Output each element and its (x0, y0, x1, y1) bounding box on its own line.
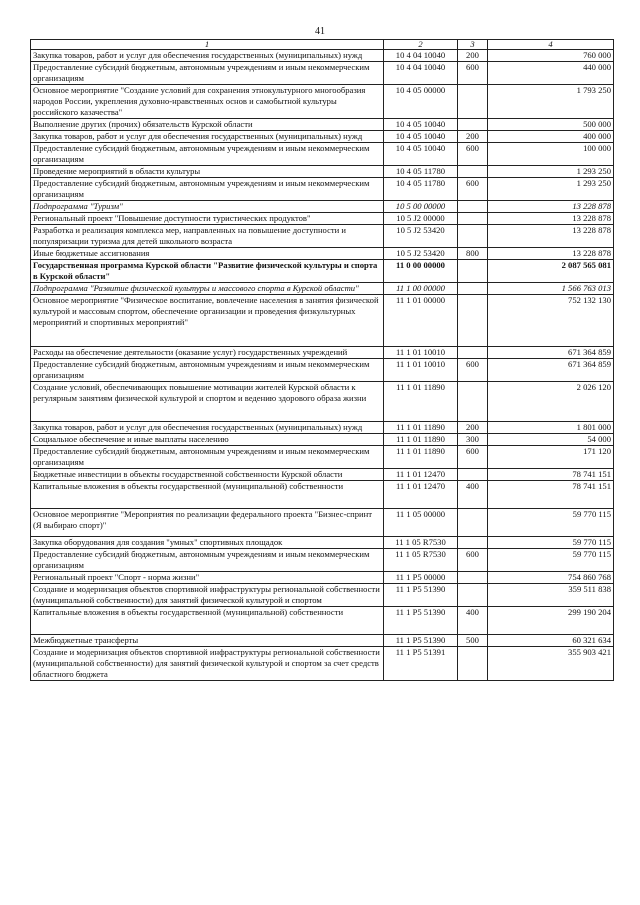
table-row (31, 647, 614, 681)
row-code: 11 1 01 11890 (384, 382, 458, 422)
row-code: 11 1 01 00000 (384, 295, 458, 347)
row-code: 10 5 J2 53420 (384, 225, 458, 248)
row-code: 11 1 01 12470 (384, 481, 458, 509)
row-code: 11 1 05 R7530 (384, 549, 458, 572)
table-row (31, 248, 614, 260)
row-name: Закупка товаров, работ и услуг для обеспечения государственных (муниципальных) нужд (31, 131, 384, 143)
row-amount: 671 364 859 (488, 347, 614, 359)
header-col-3: 3 (458, 40, 488, 50)
row-name: Основное мероприятие "Создание условий для сохранения этнокультурного многообразия народов России, укрепления духовно-нравственных основ и самобытной культуры российского казачества" (31, 85, 384, 119)
row-expense-type: 600 (458, 62, 488, 85)
row-amount: 2 087 565 081 (488, 260, 614, 283)
row-expense-type: 800 (458, 248, 488, 260)
row-code: 11 1 01 11890 (384, 446, 458, 469)
table-row (31, 225, 614, 248)
row-amount: 78 741 151 (488, 469, 614, 481)
row-amount: 78 741 151 (488, 481, 614, 509)
row-code: 11 1 01 10010 (384, 347, 458, 359)
row-code: 10 5 00 00000 (384, 201, 458, 213)
row-expense-type: 600 (458, 549, 488, 572)
row-expense-type (458, 283, 488, 295)
table-row (31, 434, 614, 446)
row-amount: 13 228 878 (488, 201, 614, 213)
row-expense-type: 600 (458, 446, 488, 469)
row-code: 11 1 P5 51390 (384, 584, 458, 607)
row-code: 11 1 01 11890 (384, 422, 458, 434)
row-code: 11 1 P5 51390 (384, 607, 458, 635)
row-name: Предоставление субсидий бюджетным, автономным учреждениям и иным некоммерческим организациям (31, 359, 384, 382)
row-name: Региональный проект "Повышение доступности туристических продуктов" (31, 213, 384, 225)
row-expense-type (458, 382, 488, 422)
row-amount: 13 228 878 (488, 225, 614, 248)
row-expense-type (458, 647, 488, 681)
table-row (31, 213, 614, 225)
row-amount: 355 903 421 (488, 647, 614, 681)
table-row (31, 607, 614, 635)
table-row (31, 143, 614, 166)
row-code: 10 4 05 10040 (384, 143, 458, 166)
row-name: Выполнение других (прочих) обязательств Курской области (31, 119, 384, 131)
row-code: 11 1 01 11890 (384, 434, 458, 446)
row-expense-type (458, 166, 488, 178)
table-row (31, 347, 614, 359)
row-expense-type (458, 584, 488, 607)
table-row (31, 50, 614, 62)
row-name: Предоставление субсидий бюджетным, автономным учреждениям и иным некоммерческим организациям (31, 143, 384, 166)
row-code: 11 1 05 00000 (384, 509, 458, 537)
row-name: Межбюджетные трансферты (31, 635, 384, 647)
row-code: 10 5 J2 53420 (384, 248, 458, 260)
row-code: 11 1 01 12470 (384, 469, 458, 481)
table-row (31, 584, 614, 607)
row-name: Региональный проект "Спорт - норма жизни" (31, 572, 384, 584)
row-amount: 440 000 (488, 62, 614, 85)
row-code: 10 4 05 10040 (384, 131, 458, 143)
row-amount: 13 228 878 (488, 213, 614, 225)
row-code: 11 1 05 R7530 (384, 537, 458, 549)
row-code: 11 1 P5 00000 (384, 572, 458, 584)
table-row (31, 509, 614, 537)
row-expense-type (458, 537, 488, 549)
row-code: 10 5 J2 00000 (384, 213, 458, 225)
row-expense-type (458, 85, 488, 119)
table-row (31, 85, 614, 119)
row-expense-type (458, 295, 488, 347)
row-code: 11 1 01 10010 (384, 359, 458, 382)
row-amount: 1 293 250 (488, 166, 614, 178)
row-amount: 299 190 204 (488, 607, 614, 635)
row-amount: 2 026 120 (488, 382, 614, 422)
row-expense-type (458, 572, 488, 584)
row-amount: 1 566 763 013 (488, 283, 614, 295)
table-row (31, 382, 614, 422)
row-amount: 760 000 (488, 50, 614, 62)
row-expense-type (458, 509, 488, 537)
table-row (31, 295, 614, 347)
row-amount: 500 000 (488, 119, 614, 131)
row-expense-type (458, 213, 488, 225)
table-row (31, 119, 614, 131)
row-name: Закупка оборудования для создания "умных" спортивных площадок (31, 537, 384, 549)
row-expense-type (458, 347, 488, 359)
row-expense-type (458, 469, 488, 481)
table-row (31, 537, 614, 549)
row-code: 10 4 04 10040 (384, 50, 458, 62)
table-row (31, 572, 614, 584)
row-name: Закупка товаров, работ и услуг для обеспечения государственных (муниципальных) нужд (31, 50, 384, 62)
header-col-1: 1 (31, 40, 384, 50)
row-name: Государственная программа Курской области "Развитие физической культуры и спорта в Курской области" (31, 260, 384, 283)
table-row (31, 178, 614, 201)
row-expense-type: 200 (458, 131, 488, 143)
row-expense-type: 400 (458, 481, 488, 509)
row-name: Предоставление субсидий бюджетным, автономным учреждениям и иным некоммерческим организациям (31, 178, 384, 201)
row-expense-type (458, 119, 488, 131)
row-expense-type: 600 (458, 143, 488, 166)
row-expense-type (458, 260, 488, 283)
row-name: Социальное обеспечение и иные выплаты населению (31, 434, 384, 446)
row-code: 11 1 00 00000 (384, 283, 458, 295)
row-name: Проведение мероприятий в области культуры (31, 166, 384, 178)
row-code: 10 4 05 10040 (384, 119, 458, 131)
row-name: Основное мероприятие "Мероприятия по реализации федерального проекта "Бизнес-спринт (Я выбираю спорт)" (31, 509, 384, 537)
row-name: Предоставление субсидий бюджетным, автономным учреждениям и иным некоммерческим организациям (31, 446, 384, 469)
row-expense-type (458, 225, 488, 248)
table-row (31, 260, 614, 283)
row-expense-type: 200 (458, 422, 488, 434)
row-name: Подпрограмма "Развитие физической культуры и массового спорта в Курской области" (31, 283, 384, 295)
row-amount: 60 321 634 (488, 635, 614, 647)
row-amount: 400 000 (488, 131, 614, 143)
row-name: Бюджетные инвестиции в объекты государственной собственности Курской области (31, 469, 384, 481)
row-code: 10 4 05 11780 (384, 166, 458, 178)
row-expense-type: 600 (458, 178, 488, 201)
row-amount: 171 120 (488, 446, 614, 469)
row-expense-type: 200 (458, 50, 488, 62)
header-col-4: 4 (488, 40, 614, 50)
row-amount: 671 364 859 (488, 359, 614, 382)
row-name: Создание и модернизация объектов спортивной инфраструктуры региональной собственности (муниципальной собственности) для занятий физической культурой и спортом (31, 584, 384, 607)
table-row (31, 549, 614, 572)
row-amount: 1 801 000 (488, 422, 614, 434)
row-expense-type: 300 (458, 434, 488, 446)
row-amount: 59 770 115 (488, 509, 614, 537)
row-name: Создание условий, обеспечивающих повышение мотивации жителей Курской области к регулярным занятиям физической культурой и спортом и ведению здорового образа жизни (31, 382, 384, 422)
row-name: Разработка и реализация комплекса мер, направленных на повышение доступности и популяризации туризма для детей школьного возраста (31, 225, 384, 248)
table-row (31, 446, 614, 469)
row-name: Основное мероприятие "Физическое воспитание, вовлечение населения в занятия физической культурой и массовым спортом, обеспечение организации и проведения физкультурных мероприятий и спортивных мероприятий" (31, 295, 384, 347)
row-name: Закупка товаров, работ и услуг для обеспечения государственных (муниципальных) нужд (31, 422, 384, 434)
row-expense-type: 400 (458, 607, 488, 635)
row-amount: 1 293 250 (488, 178, 614, 201)
table-row (31, 481, 614, 509)
row-amount: 754 860 768 (488, 572, 614, 584)
row-amount: 54 000 (488, 434, 614, 446)
table-row (31, 283, 614, 295)
row-amount: 59 770 115 (488, 537, 614, 549)
row-expense-type: 500 (458, 635, 488, 647)
table-row (31, 635, 614, 647)
budget-table (30, 39, 614, 681)
row-code: 10 4 05 00000 (384, 85, 458, 119)
row-amount: 100 000 (488, 143, 614, 166)
row-name: Предоставление субсидий бюджетным, автономным учреждениям и иным некоммерческим организациям (31, 62, 384, 85)
row-amount: 1 793 250 (488, 85, 614, 119)
row-name: Расходы на обеспечение деятельности (оказание услуг) государственных учреждений (31, 347, 384, 359)
row-amount: 59 770 115 (488, 549, 614, 572)
row-name: Подпрограмма "Туризм" (31, 201, 384, 213)
row-name: Создание и модернизация объектов спортивной инфраструктуры региональной собственности (муниципальной собственности) для занятий физической культурой и спортом за счет средств областного бюджета (31, 647, 384, 681)
row-code: 11 1 P5 51390 (384, 635, 458, 647)
row-amount: 359 511 838 (488, 584, 614, 607)
table-row (31, 469, 614, 481)
row-amount: 752 132 130 (488, 295, 614, 347)
row-code: 10 4 05 11780 (384, 178, 458, 201)
row-name: Капитальные вложения в объекты государственной (муниципальной) собственности (31, 481, 384, 509)
table-row (31, 166, 614, 178)
table-row (31, 359, 614, 382)
row-code: 10 4 04 10040 (384, 62, 458, 85)
row-code: 11 0 00 00000 (384, 260, 458, 283)
row-name: Иные бюджетные ассигнования (31, 248, 384, 260)
row-expense-type (458, 201, 488, 213)
table-row (31, 131, 614, 143)
row-name: Предоставление субсидий бюджетным, автономным учреждениям и иным некоммерческим организациям (31, 549, 384, 572)
row-expense-type: 600 (458, 359, 488, 382)
row-amount: 13 228 878 (488, 248, 614, 260)
table-row (31, 201, 614, 213)
header-col-2: 2 (384, 40, 458, 50)
page-number: 41 (315, 26, 325, 37)
table-row (31, 422, 614, 434)
table-header-row (31, 40, 614, 50)
table-row (31, 62, 614, 85)
table-body (31, 50, 614, 681)
row-name: Капитальные вложения в объекты государственной (муниципальной) собственности (31, 607, 384, 635)
row-code: 11 1 P5 51391 (384, 647, 458, 681)
